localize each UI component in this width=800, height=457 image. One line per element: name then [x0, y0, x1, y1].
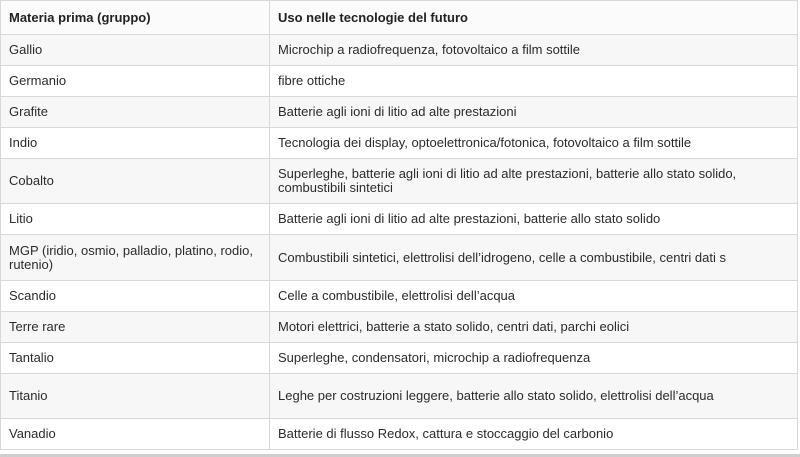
cell-use: Batterie di flusso Redox, cattura e stoccaggio del carbonio — [270, 419, 798, 450]
table-row — [1, 374, 798, 419]
cell-material: MGP (iridio, osmio, palladio, platino, rodio, rutenio) — [1, 235, 270, 281]
cell-use: Combustibili sintetici, elettrolisi dell’idrogeno, celle a combustibile, centri dati s — [270, 235, 798, 281]
cell-use: Leghe per costruzioni leggere, batterie allo stato solido, elettrolisi dell’acqua — [270, 374, 798, 419]
cell-material: Scandio — [1, 281, 270, 312]
table-row — [1, 66, 798, 97]
cell-material: Germanio — [1, 66, 270, 97]
cell-material: Litio — [1, 204, 270, 235]
cell-use: Celle a combustibile, elettrolisi dell’acqua — [270, 281, 798, 312]
cell-use: Microchip a radiofrequenza, fotovoltaico a film sottile — [270, 35, 798, 66]
table-row — [1, 281, 798, 312]
table-row — [1, 97, 798, 128]
cell-material: Terre rare — [1, 312, 270, 343]
cell-use: Motori elettrici, batterie a stato solido, centri dati, parchi eolici — [270, 312, 798, 343]
table-header-row — [1, 1, 798, 35]
cell-use: Batterie agli ioni di litio ad alte prestazioni, batterie allo stato solido — [270, 204, 798, 235]
table-row — [1, 159, 798, 204]
cell-material: Cobalto — [1, 159, 270, 204]
cell-use: Superleghe, condensatori, microchip a radiofrequenza — [270, 343, 798, 374]
table-row — [1, 128, 798, 159]
table-row — [1, 419, 798, 450]
table-row — [1, 204, 798, 235]
cell-use: fibre ottiche — [270, 66, 798, 97]
cell-material: Indio — [1, 128, 270, 159]
cell-material: Grafite — [1, 97, 270, 128]
cell-use: Batterie agli ioni di litio ad alte prestazioni — [270, 97, 798, 128]
table-row — [1, 235, 798, 281]
table-row — [1, 312, 798, 343]
cell-material: Gallio — [1, 35, 270, 66]
header-use: Uso nelle tecnologie del futuro — [270, 1, 798, 35]
cell-material: Tantalio — [1, 343, 270, 374]
header-material: Materia prima (gruppo) — [1, 1, 270, 35]
table-row — [1, 35, 798, 66]
table-row — [1, 343, 798, 374]
cell-material: Vanadio — [1, 419, 270, 450]
cell-use: Tecnologia dei display, optoelettronica/fotonica, fotovoltaico a film sottile — [270, 128, 798, 159]
cell-use: Superleghe, batterie agli ioni di litio ad alte prestazioni, batterie allo stato solido, combustibili sintetici — [270, 159, 798, 204]
cell-material: Titanio — [1, 374, 270, 419]
